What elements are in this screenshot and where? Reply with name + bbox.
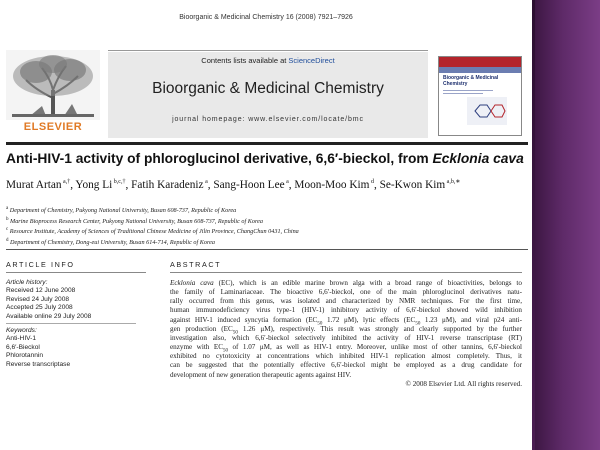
article-info-rule	[6, 272, 146, 273]
abstract-heading: ABSTRACT	[170, 260, 222, 269]
article-title-main: Anti-HIV-1 activity of phloroglucinol derivative, 6,6′-bieckol, from	[6, 151, 433, 166]
abstract-line: investigation also, which 6,6′-bieckol selectively inhibited the activity of HIV-1 reverse transcriptase (RT)	[170, 333, 522, 342]
abstract-line: can be suggested that the potentially effective 6,6′-bieckol might be employed as a drug candidate for	[170, 361, 522, 370]
cover-molecule-icon	[467, 97, 507, 125]
abstract-line: rally occurred from this genus, was isolated and characterized by NMR techniques. For the first time,	[170, 297, 522, 306]
author-affil-mark: a,†	[61, 179, 71, 185]
author: Murat Artan	[6, 178, 62, 191]
affiliation-text: Department of Chemistry, Pukyong National University, Busan 608-737, Republic of Korea	[8, 207, 237, 215]
ec50-subscript: 50	[232, 330, 238, 336]
affiliation-key: c	[6, 227, 9, 233]
author-affil-mark: a	[284, 179, 289, 185]
abstract-fragment: gen production (EC	[170, 324, 233, 333]
info-divider	[6, 323, 136, 324]
keyword: Reverse transcriptase	[6, 360, 71, 368]
affiliation-item	[6, 216, 526, 227]
affiliation-text: Department of Chemistry, Dong-eui University, Busan 614-714, Republic of Korea	[8, 239, 216, 247]
abstract-fragment: 1.72 μM), lytic effects (EC	[322, 315, 416, 324]
abstract-fragment: 1.23 μM), and viral p24 anti-	[420, 315, 522, 324]
cover-line	[443, 90, 493, 91]
abstract-fragment: 1.26 μM), respectively. This result was strongly and clearly supported by the further	[237, 324, 522, 333]
keywords-label: Keywords:	[6, 327, 37, 335]
publisher-name: ELSEVIER	[23, 121, 83, 133]
keyword: 6,6′-Bieckol	[6, 343, 40, 351]
sciencedirect-link[interactable]: ScienceDirect	[288, 56, 335, 65]
affiliation-key: b	[6, 216, 9, 222]
journal-title: Bioorganic & Medicinal Chemistry	[152, 80, 384, 97]
species-name: Ecklonia cava	[170, 279, 214, 287]
journal-header	[108, 52, 428, 138]
header-top-rule	[108, 50, 428, 51]
article-title	[6, 151, 530, 166]
author-affil-mark: d	[369, 179, 374, 185]
abstract-line: exhibited no cytotoxicity at concentrations which inhibited HIV-1 replication almost completely. Thus, it	[170, 352, 522, 361]
side-panel-decoration	[532, 0, 600, 450]
keyword: Anti-HIV-1	[6, 335, 37, 343]
section-separator	[6, 249, 528, 250]
cover-title: Bioorganic & Medicinal Chemistry	[443, 75, 499, 87]
abstract-line	[170, 325, 522, 334]
copyright-notice: © 2008 Elsevier Ltd. All rights reserved.	[405, 379, 522, 388]
title-separator	[6, 142, 528, 145]
abstract-fragment: enzyme with EC	[170, 343, 223, 352]
author: , Moon-Moo Kim	[288, 178, 370, 191]
affiliation-key: d	[6, 237, 9, 243]
author-affil-mark: a	[203, 179, 208, 185]
author-affil-mark: a,b,∗	[445, 179, 461, 185]
abstract-line: the family of Laminariaceae. The bioactive 6,6′-bieckol, one of the main phloroglucinol derivatives natu-	[170, 288, 522, 297]
journal-citation: Bioorganic & Medicinal Chemistry 16 (2008) 7921–7926	[179, 14, 353, 21]
author-affil-mark: b,c,†	[112, 179, 126, 185]
abstract-fragment: of 1.07 μM, as well as HIV-1 entry. Moreover, unlike most of other tannins, 6,6′-bieckol	[227, 343, 523, 352]
abstract-rule	[170, 272, 522, 273]
author: , Fatih Karadeniz	[125, 178, 204, 191]
abstract-text	[170, 279, 522, 389]
affiliation-text: Marine Bioprocess Research Center, Pukyong National University, Busan 608-737, Republic of Korea	[8, 217, 264, 225]
history-item: Received 12 June 2008	[6, 287, 76, 295]
history-label: Article history:	[6, 279, 48, 286]
affiliation-item	[6, 205, 526, 216]
affiliations	[6, 205, 526, 248]
cover-band	[439, 67, 521, 73]
article-info	[6, 279, 146, 369]
cover-line	[443, 93, 483, 94]
abstract-line: human immunodeficiency virus type-1 (HIV-1) inhibitory activity of 6,6′-bieckol showed wild inhibition	[170, 306, 522, 315]
author: , Sang-Hoon Lee	[207, 178, 285, 191]
ec50-subscript: 50	[317, 321, 323, 327]
abstract-line	[170, 279, 522, 288]
abstract-fragment: against HIV-1 induced syncytia formation (EC	[170, 315, 318, 324]
abstract-line	[170, 343, 522, 352]
affiliation-key: a	[6, 206, 9, 211]
article-title-species: Ecklonia cava	[432, 151, 524, 166]
article-info-heading: ARTICLE INFO	[6, 260, 75, 269]
ec50-subscript: 50	[415, 321, 421, 327]
author: , Se-Kwon Kim	[373, 178, 446, 191]
journal-homepage[interactable]: journal homepage: www.elsevier.com/locate/bmc	[172, 116, 364, 123]
history-item: Available online 29 July 2008	[6, 312, 92, 320]
ec50-subscript: 50	[222, 348, 228, 354]
contents-prefix: Contents lists available at	[201, 56, 289, 65]
abstract-fragment: (EC), which is an edible marine brown alga with a broad range of bioactivities, belongs to	[213, 279, 522, 287]
abstract-line: development of new generation therapeutic agents against HIV.	[170, 370, 352, 379]
contents-line	[108, 56, 428, 65]
journal-cover-thumbnail	[438, 56, 522, 136]
elsevier-tree-logo-icon	[6, 50, 100, 132]
author: , Yong Li	[70, 178, 113, 191]
cover-top-bar	[439, 57, 521, 67]
author-list	[6, 178, 530, 191]
keyword: Phlorotannin	[6, 352, 44, 360]
affiliation-text: Resource Institute, Academy of Sciences of Traditional Chinese Medicine of Jilin Province, ChangChun 0431, China	[8, 228, 299, 236]
history-item: Revised 24 July 2008	[6, 295, 70, 303]
abstract-line	[170, 316, 522, 325]
history-item: Accepted 25 July 2008	[6, 304, 73, 312]
affiliation-item	[6, 237, 526, 248]
affiliation-item	[6, 226, 526, 237]
